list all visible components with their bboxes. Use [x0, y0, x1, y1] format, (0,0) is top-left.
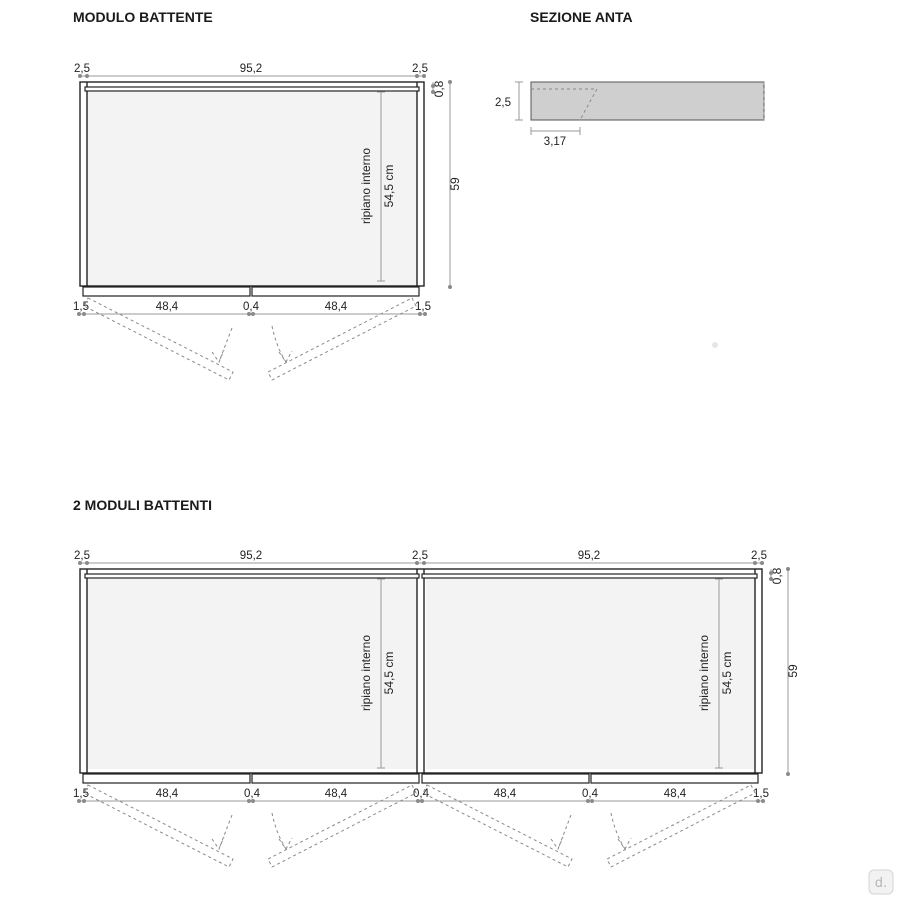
dim-marker	[786, 567, 790, 571]
single-dim-height: 59	[448, 177, 462, 191]
double-dim-bottom-3: 0,4	[244, 788, 260, 800]
double-top-board-left	[85, 574, 419, 578]
double-door-4	[591, 774, 758, 783]
double-shelf-label-left: ripiano interno	[359, 634, 373, 712]
double-dim-bottom-8: 48,4	[663, 788, 687, 800]
double-door-1	[83, 774, 250, 783]
door-section-profile	[531, 82, 764, 120]
brand-logo	[869, 870, 893, 894]
title-double-module: 2 MODULI BATTENTI	[73, 497, 212, 513]
single-dim-door-right: 48,4	[324, 301, 348, 313]
title-door-section: SEZIONE ANTA	[530, 9, 633, 25]
single-door-right	[252, 287, 419, 296]
single-dim-gap: 0,4	[243, 301, 259, 313]
single-shelf-label: ripiano interno	[359, 147, 373, 225]
single-dim-right-side: 2,5	[412, 63, 428, 75]
single-dim-top-board: 0,8	[432, 80, 446, 98]
double-dim-bottom-1: 1,5	[73, 788, 89, 800]
double-dim-height: 59	[786, 664, 800, 678]
double-dim-top-2: 95,2	[239, 550, 263, 562]
door-section-drawing	[495, 82, 764, 148]
dim-marker	[448, 285, 452, 289]
double-dim-bottom-4: 48,4	[324, 788, 348, 800]
single-door-left	[83, 287, 250, 296]
stray-dot	[712, 342, 718, 348]
double-module-drawing	[73, 550, 800, 867]
double-shelf-label-right: ripiano interno	[697, 634, 711, 712]
single-dim-bottom-right: 1,5	[415, 301, 431, 313]
double-dim-bottom-7: 0,4	[582, 788, 598, 800]
double-dim-bottom-6: 48,4	[493, 788, 517, 800]
dim-marker	[786, 772, 790, 776]
section-dim-profile-depth: 3,17	[543, 136, 567, 148]
double-dim-bottom-5: 0,4	[413, 788, 429, 800]
single-dim-width: 95,2	[239, 63, 263, 75]
double-shelf-depth-right: 54,5 cm	[720, 651, 734, 695]
double-dim-top-3: 2,5	[412, 550, 428, 562]
double-top-board-right	[422, 574, 757, 578]
single-top-board	[85, 87, 419, 91]
title-single-module: MODULO BATTENTE	[73, 9, 213, 25]
dim-marker	[448, 80, 452, 84]
single-shelf-depth: 54,5 cm	[382, 164, 396, 208]
double-dim-bottom-9: 1,5	[753, 788, 769, 800]
double-dim-top-4: 95,2	[577, 550, 601, 562]
single-module-drawing	[73, 63, 462, 380]
double-dim-bottom-2: 48,4	[155, 788, 179, 800]
single-dim-door-left: 48,4	[155, 301, 179, 313]
double-door-3	[422, 774, 589, 783]
double-dim-top-board: 0,8	[770, 567, 784, 585]
single-dim-bottom-left: 1,5	[73, 301, 89, 313]
double-dim-top-1: 2,5	[74, 550, 90, 562]
double-shelf-depth-left: 54,5 cm	[382, 651, 396, 695]
double-dim-top-5: 2,5	[751, 550, 767, 562]
single-dim-left-side: 2,5	[74, 63, 90, 75]
double-door-2	[252, 774, 419, 783]
section-dim-thickness: 2,5	[495, 97, 511, 109]
logo-text: d.	[874, 876, 888, 891]
